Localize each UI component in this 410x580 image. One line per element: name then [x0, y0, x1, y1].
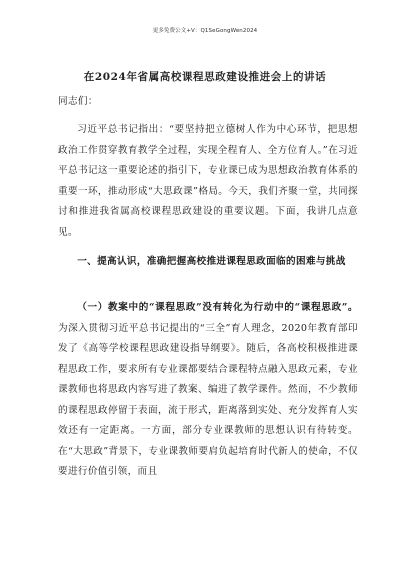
- greeting: 同志们：: [58, 96, 98, 107]
- subsection-heading-1: （一）教案中的“课程思政”没有转化为行动中的“课程思政”。: [77, 302, 358, 313]
- page-header: 更多免费公文+V：Q1SeGongWen2024: [152, 28, 258, 34]
- paragraph-intro: 习近平总书记指出：“要坚持把立德树人作为中心环节，把思想政治工作贯穿教育教学全过程，实现全程育人、全方位育人。”在习近平总书记这一重要论述的指引下，专业课已成为思想政治教育体系的重要一环，推动形成“大思政课”格局。今天，我们齐聚一堂，共同探讨和推进我省属高校课程思政建设的重要议题。下面，我讲几点意见。: [58, 124, 358, 238]
- paragraph-subsection-1: [58, 298, 358, 483]
- paragraph-body-2: 为深入贯彻习近平总书记提出的“三全”育人理念，2020年教育部印发了《高等学校课程思政建设指导纲要》。随后，各高校积极推进课程思政工作，要求所有专业课都要结合课程特点融入思政元素，专业课教师也将思政内容写进了教案、编进了教学课件。然而，不少教师的课程思政停留于表面，流于形式，距离落到实处、充分发挥育人实效还有一定距离。一方面，部分专业课教师的思想认识有待转变。在“大思政”背景下，专业课教师要肩负起培育时代新人的使命，不仅要进行价值引领，而且: [58, 322, 358, 477]
- section-heading-1: 一、提高认识，准确把握高校推进课程思政面临的困难与挑战: [77, 256, 346, 267]
- document-title: 在2024年省属高校课程思政建设推进会上的讲话: [83, 71, 327, 83]
